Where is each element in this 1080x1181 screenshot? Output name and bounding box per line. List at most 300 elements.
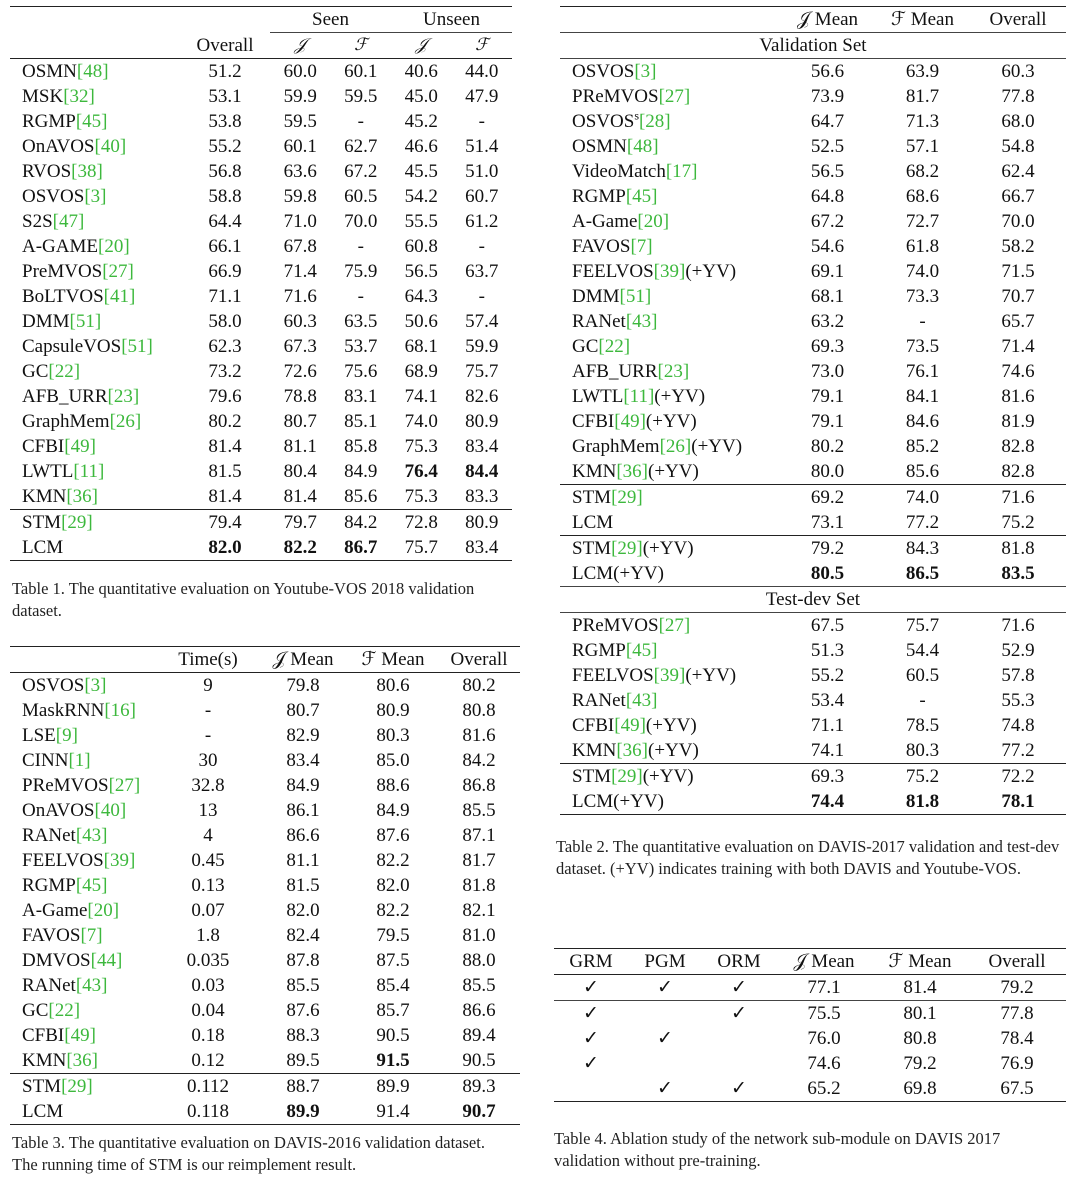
value-cell: 84.1 (905, 386, 940, 407)
value-cell: 83.5 (1001, 563, 1035, 584)
value-cell: 63.6 (283, 161, 317, 182)
value-cell: 82.2 (376, 900, 410, 921)
value-cell: 54.8 (1001, 136, 1035, 157)
value-cell: 90.5 (462, 1050, 496, 1071)
value-cell: 81.6 (1001, 386, 1035, 407)
citation-link: [32] (63, 86, 95, 107)
value-cell: 79.2 (903, 1053, 937, 1074)
citation-link: [29] (61, 512, 93, 533)
value-cell: 79.4 (208, 512, 242, 533)
table-row (10, 848, 520, 873)
method-name: KMN (22, 1050, 67, 1071)
table-4-caption: Table 4. Ablation study of the network sub-module on DAVIS 2017 validation without pre-training. (554, 1129, 1001, 1170)
value-cell: 62.3 (208, 336, 242, 357)
method-name: RGMP (22, 111, 76, 132)
citation-link: [3] (634, 61, 657, 82)
value-cell: 71.4 (283, 261, 317, 282)
citation-link: [39] (653, 665, 686, 686)
table-row (10, 923, 520, 948)
value-cell: 85.0 (376, 750, 410, 771)
value-cell: 71.6 (283, 286, 317, 307)
method-name: GC (572, 336, 599, 357)
t2-header-jmean: 𝒥 Mean (796, 9, 859, 30)
value-cell: 80.0 (810, 461, 845, 482)
table-row (10, 209, 512, 234)
citation-link: [29] (61, 1076, 93, 1097)
value-cell: 76.4 (404, 461, 438, 482)
value-cell: 72.8 (404, 512, 438, 533)
value-cell: 71.0 (283, 211, 317, 232)
table-row (560, 713, 1066, 738)
citation-link: [27] (658, 615, 691, 636)
value-cell: 87.5 (376, 950, 410, 971)
table-row (10, 898, 520, 923)
citation-link: [49] (614, 715, 646, 736)
method-suffix: (+YV) (642, 766, 694, 787)
table-row (560, 384, 1066, 409)
method-name: STM (572, 487, 612, 508)
method-name: OSMN (572, 136, 627, 157)
table-1 (10, 6, 512, 561)
empty-cell (554, 1076, 628, 1102)
value-cell: 81.4 (283, 486, 317, 507)
value-cell: 4 (203, 825, 213, 846)
value-cell: 69.8 (903, 1078, 937, 1099)
value-cell: 79.2 (810, 538, 845, 559)
t1-header-j: 𝒥 (294, 35, 307, 55)
value-cell: 60.8 (404, 236, 438, 257)
value-cell: 73.5 (905, 336, 940, 357)
method-name-cell (10, 798, 158, 823)
method-name: CapsuleVOS (22, 336, 122, 357)
value-cell: 82.4 (286, 925, 320, 946)
value-cell: 75.3 (404, 436, 438, 457)
value-cell: 51.4 (465, 136, 499, 157)
table-row (10, 1023, 520, 1048)
citation-link: [36] (616, 740, 648, 761)
value-cell: 82.6 (465, 386, 499, 407)
citation-link: [45] (625, 640, 658, 661)
table-row (560, 613, 1066, 639)
citation-link: [36] (616, 461, 648, 482)
value-cell: 80.9 (376, 700, 410, 721)
method-name: LCM (572, 512, 614, 533)
table-row (10, 948, 520, 973)
method-name-cell (560, 459, 780, 485)
value-cell: 84.9 (376, 800, 410, 821)
method-suffix: (+YV) (685, 261, 737, 282)
value-cell: 83.4 (465, 436, 499, 457)
method-name-cell (560, 384, 780, 409)
citation-link: [26] (659, 436, 692, 457)
value-cell: 80.9 (465, 512, 499, 533)
value-cell: 86.8 (462, 775, 496, 796)
table-row (10, 434, 512, 459)
table-row (10, 359, 512, 384)
value-cell: 62.7 (344, 136, 378, 157)
value-cell: 89.4 (462, 1025, 496, 1046)
value-cell: 63.9 (905, 61, 940, 82)
table-row (560, 184, 1066, 209)
value-cell: 73.9 (810, 86, 845, 107)
value-cell: 85.6 (344, 486, 378, 507)
value-cell: 82.0 (208, 537, 242, 558)
method-name: DMM (22, 311, 70, 332)
checkmark-icon: ✓ (657, 1028, 673, 1049)
t4-header-fmean: ℱ Mean (888, 951, 952, 972)
method-name-cell (560, 334, 780, 359)
method-name: LCM(+YV) (572, 563, 664, 584)
value-cell: 76.1 (905, 361, 940, 382)
method-name-cell (560, 209, 780, 234)
table-row (10, 723, 520, 748)
value-cell: 84.4 (465, 461, 499, 482)
value-cell: 74.0 (905, 261, 940, 282)
table-3 (10, 646, 520, 1125)
ablation-row (554, 1051, 1066, 1076)
value-cell: 78.4 (1000, 1028, 1034, 1049)
citation-link: [43] (625, 690, 658, 711)
value-cell: 85.4 (376, 975, 410, 996)
value-cell: 74.0 (404, 411, 438, 432)
value-cell: 75.2 (905, 766, 940, 787)
table-row (10, 773, 520, 798)
method-name-cell (10, 748, 158, 773)
t3-header-jmean: 𝒥 Mean (272, 649, 334, 670)
table-row (10, 59, 512, 85)
table-1-caption: Table 1. The quantitative evaluation on Youtube-VOS 2018 validation dataset. (12, 579, 475, 620)
value-cell: 69.1 (810, 261, 845, 282)
value-cell: 83.1 (344, 386, 378, 407)
citation-link: [1] (68, 750, 91, 771)
checkmark-icon: ✓ (657, 977, 673, 998)
value-cell: 79.1 (810, 411, 845, 432)
table-row (560, 638, 1066, 663)
table-2 (560, 6, 1066, 815)
value-cell: 72.7 (905, 211, 940, 232)
value-cell: 85.5 (462, 800, 496, 821)
citation-link: [49] (64, 1025, 96, 1046)
value-cell: 67.2 (810, 211, 845, 232)
method-name: DMVOS (22, 950, 91, 971)
ablation-row (554, 1026, 1066, 1051)
empty-cell (628, 1051, 702, 1076)
method-name-cell (560, 764, 780, 790)
value-cell: 68.9 (404, 361, 438, 382)
value-cell: 32.8 (191, 775, 225, 796)
table-row (10, 1099, 520, 1125)
method-name-cell (10, 59, 180, 85)
table-row (560, 738, 1066, 764)
value-cell: 81.7 (462, 850, 496, 871)
value-cell: 71.3 (905, 111, 940, 132)
value-cell: 85.1 (344, 411, 378, 432)
value-cell: 67.3 (283, 336, 317, 357)
value-cell: 60.1 (344, 61, 378, 82)
value-cell: 80.7 (286, 700, 320, 721)
value-cell: 59.9 (465, 336, 499, 357)
value-cell: 81.8 (1001, 538, 1035, 559)
value-cell: 66.1 (208, 236, 242, 257)
citation-link: [27] (658, 86, 691, 107)
value-cell: 66.7 (1001, 186, 1035, 207)
value-cell: 79.2 (1000, 977, 1034, 998)
value-cell: 68.1 (404, 336, 438, 357)
value-cell: 74.0 (905, 487, 940, 508)
table-row (560, 409, 1066, 434)
method-name-cell (10, 948, 158, 973)
method-name-cell (560, 284, 780, 309)
value-cell: 51.3 (810, 640, 845, 661)
value-cell: 80.5 (810, 563, 845, 584)
citation-link: [43] (75, 975, 108, 996)
citation-link: [39] (653, 261, 686, 282)
value-cell: 79.7 (283, 512, 317, 533)
value-cell: 84.2 (344, 512, 378, 533)
method-name-cell (560, 434, 780, 459)
value-cell: 0.03 (191, 975, 225, 996)
value-cell: 71.4 (1001, 336, 1035, 357)
method-name-cell (10, 209, 180, 234)
value-cell: 0.118 (186, 1101, 230, 1122)
table-row (10, 259, 512, 284)
method-name-cell (10, 259, 180, 284)
method-name-cell (10, 84, 180, 109)
value-cell: - (478, 286, 485, 307)
table-row (10, 309, 512, 334)
value-cell: 91.5 (376, 1050, 410, 1071)
value-cell: 75.6 (344, 361, 378, 382)
checkmark-icon: ✓ (583, 1028, 599, 1049)
value-cell: 60.0 (283, 61, 317, 82)
table-row (560, 688, 1066, 713)
value-cell: 56.5 (810, 161, 845, 182)
method-name-cell (560, 738, 780, 764)
method-name: CINN (22, 750, 69, 771)
section-label-row (560, 587, 1066, 613)
citation-link: [11] (73, 461, 105, 482)
section-label-row (560, 33, 1066, 59)
value-cell: 81.0 (462, 925, 496, 946)
value-cell: 72.2 (1001, 766, 1035, 787)
citation-link: [29] (611, 487, 643, 508)
value-cell: 46.6 (404, 136, 438, 157)
table-2-caption: Table 2. The quantitative evaluation on DAVIS-2017 validation and test-dev dataset. (+YV) indicates training with both DAVIS and Youtube-VOS. (556, 837, 1060, 878)
value-cell: 86.6 (462, 1000, 496, 1021)
value-cell: 65.2 (807, 1078, 841, 1099)
table-row (10, 973, 520, 998)
value-cell: 57.8 (1001, 665, 1035, 686)
value-cell: 50.6 (404, 311, 438, 332)
table-row (10, 873, 520, 898)
method-name-cell (560, 409, 780, 434)
value-cell: 53.8 (208, 111, 242, 132)
method-name: KMN (572, 740, 617, 761)
citation-link: [22] (48, 1000, 81, 1021)
value-cell: 82.0 (376, 875, 410, 896)
method-name-cell (10, 923, 158, 948)
value-cell: 77.2 (905, 512, 940, 533)
value-cell: 54.2 (404, 186, 438, 207)
value-cell: 64.3 (404, 286, 438, 307)
value-cell: 30 (198, 750, 218, 771)
section-label: Validation Set (759, 35, 867, 56)
value-cell: 72.6 (283, 361, 317, 382)
method-name-cell (10, 898, 158, 923)
table-row (560, 209, 1066, 234)
method-name-cell (560, 713, 780, 738)
value-cell: 74.1 (810, 740, 845, 761)
method-name: CFBI (22, 1025, 65, 1046)
value-cell: 66.9 (208, 261, 242, 282)
value-cell: 91.4 (376, 1101, 410, 1122)
method-name: LCM(+YV) (572, 791, 664, 812)
value-cell: 90.7 (462, 1101, 496, 1122)
table-row (10, 334, 512, 359)
method-name-cell (560, 510, 780, 536)
value-cell: 80.8 (462, 700, 496, 721)
method-name-cell (10, 1074, 158, 1100)
t1-body (10, 59, 512, 561)
empty-cell (702, 1026, 776, 1051)
value-cell: 89.5 (286, 1050, 320, 1071)
method-name: S2S (22, 211, 53, 232)
method-name: CFBI (22, 436, 65, 457)
table-4 (554, 948, 1066, 1102)
t1-header-unseen: Unseen (391, 7, 512, 33)
table-row (10, 823, 520, 848)
t1-header-f2: ℱ (475, 35, 489, 55)
value-cell: 69.3 (810, 766, 845, 787)
value-cell: 81.8 (905, 791, 940, 812)
value-cell: 75.2 (1001, 512, 1035, 533)
value-cell: 85.2 (905, 436, 940, 457)
method-name: GC (22, 1000, 49, 1021)
method-suffix: (+YV) (691, 436, 743, 457)
value-cell: 73.2 (208, 361, 242, 382)
citation-link: [44] (90, 950, 123, 971)
value-cell: 0.112 (186, 1076, 230, 1097)
value-cell: - (919, 690, 926, 711)
table-row (10, 459, 512, 484)
value-cell: 79.8 (286, 675, 320, 696)
value-cell: 51.0 (465, 161, 499, 182)
value-cell: 59.9 (283, 86, 317, 107)
citation-link: [23] (107, 386, 140, 407)
method-name-cell (10, 184, 180, 209)
method-suffix: (+YV) (645, 411, 697, 432)
method-name-cell (10, 823, 158, 848)
method-suffix: (+YV) (645, 715, 697, 736)
empty-cell (702, 1051, 776, 1076)
value-cell: 83.4 (465, 537, 499, 558)
method-name: LWTL (572, 386, 624, 407)
section-label: Test-dev Set (765, 589, 861, 610)
value-cell: 71.1 (810, 715, 845, 736)
table-row (10, 998, 520, 1023)
value-cell: 0.035 (186, 950, 230, 971)
method-name: PReMVOS (22, 775, 109, 796)
value-cell: 74.8 (1001, 715, 1035, 736)
table-row (10, 535, 512, 561)
t3-header-time: Time(s) (178, 649, 238, 670)
citation-link: [22] (48, 361, 81, 382)
method-name: VideoMatch (572, 161, 666, 182)
method-suffix: (+YV) (654, 386, 706, 407)
citation-link: [20] (87, 900, 120, 921)
value-cell: 82.8 (1001, 436, 1035, 457)
method-name: FEELVOS (572, 261, 654, 282)
table-row (10, 748, 520, 773)
method-name-cell (560, 134, 780, 159)
value-cell: 77.8 (1000, 1003, 1034, 1024)
value-cell: - (919, 311, 926, 332)
value-cell: 0.18 (191, 1025, 225, 1046)
table-row (560, 510, 1066, 536)
value-cell: 75.7 (404, 537, 438, 558)
method-name: RANet (22, 825, 76, 846)
method-name-cell (10, 434, 180, 459)
method-name: BoLTVOS (22, 286, 104, 307)
value-cell: 75.9 (344, 261, 378, 282)
method-name: AFB_URR (22, 386, 108, 407)
value-cell: 40.6 (404, 61, 438, 82)
value-cell: 45.0 (404, 86, 438, 107)
method-name-cell (560, 663, 780, 688)
method-name-cell (560, 688, 780, 713)
t3-header-overall: Overall (450, 649, 508, 670)
value-cell: 84.9 (344, 461, 378, 482)
ablation-row (554, 1001, 1066, 1027)
method-name: OSMN (22, 61, 77, 82)
t4-header-overall: Overall (988, 951, 1046, 972)
value-cell: 59.5 (283, 111, 317, 132)
table-row (10, 84, 512, 109)
t1-header-seen: Seen (270, 7, 391, 33)
value-cell: 80.2 (810, 436, 845, 457)
value-cell: 75.7 (465, 361, 499, 382)
method-name: GraphMem (22, 411, 110, 432)
table-row (10, 134, 512, 159)
value-cell: 54.6 (810, 236, 845, 257)
value-cell: 0.04 (191, 1000, 225, 1021)
value-cell: - (357, 111, 364, 132)
value-cell: 88.7 (286, 1076, 320, 1097)
value-cell: 73.3 (905, 286, 940, 307)
method-name: FEELVOS (572, 665, 654, 686)
method-name-cell (10, 459, 180, 484)
value-cell: 69.3 (810, 336, 845, 357)
citation-link: [48] (76, 61, 109, 82)
method-name: RGMP (572, 640, 626, 661)
value-cell: 64.7 (810, 111, 845, 132)
value-cell: 90.5 (376, 1025, 410, 1046)
value-cell: 88.3 (286, 1025, 320, 1046)
citation-link: [16] (104, 700, 136, 721)
method-name: RANet (22, 975, 76, 996)
value-cell: 64.8 (810, 186, 845, 207)
value-cell: 71.1 (208, 286, 242, 307)
value-cell: - (204, 700, 212, 721)
value-cell: 76.0 (807, 1028, 841, 1049)
method-name-cell (10, 723, 158, 748)
value-cell: 80.8 (903, 1028, 937, 1049)
table-row (560, 789, 1066, 815)
value-cell: 53.7 (344, 336, 378, 357)
value-cell: 71.6 (1001, 615, 1035, 636)
citation-link: [20] (637, 211, 670, 232)
value-cell: 89.9 (376, 1076, 410, 1097)
